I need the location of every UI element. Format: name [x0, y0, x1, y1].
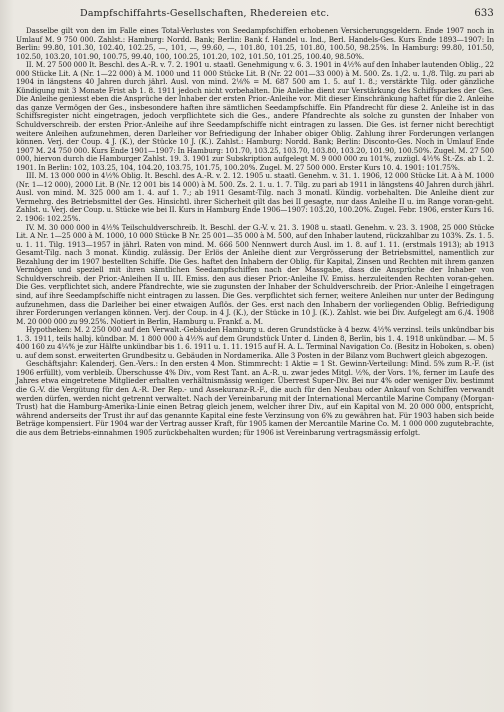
page-number: 633: [474, 8, 494, 19]
paragraph-3: III. M. 13 000 000 in 4½% Oblig. It. Beschl. des A.-R. v. 2. 12. 1905 u. staatl. Genehm. v. 31. 1. 1906, 12 000 Stücke Lit. A à M. 1000 (Nr. 1—12 000), 2000 Lit. B (Nr. 12 001 bis 14 000) à M. 500. Zs. 2. 1. u. 1. 7. Tilg. zu pari ab 1911 in längstens 40 Jahren durch jährl. Ausl. von mind. M. 325 000 am 1. 4. auf 1. 7.; ab 1911 Gesamt-Tilg. nach 3 monatl. Kündig. vorbehalten. Die Anleihe dient zur Vermehrg. des Betriebsmittel der Ges. Hinsichtl. ihrer Sicherheit gilt das bei II gesagte, nur dass Anleihe II u. im Range voran-geht. Zahlst. u. Verj. der Coup. u. Stücke wie bei II. Kurs in Hamburg Ende 1906—1907: 103.20, 100.20%. Zugel. Febr. 1906, erster Kurs 16. 2. 1906: 102.25%.: [16, 171, 494, 224]
paragraph-4: IV. M. 30 000 000 in 4½% Teilschuldverschreib. lt. Beschl. der G.-V. v. 21. 3. 1908 u. staatl. Genehm. v. 23. 3. 1908, 25 000 Stücke Lit. A Nr. 1—25 000 à M. 1000, 10 000 Stücke B Nr. 25 001—35 000 à M. 500, auf den Inhaber lautend, rückzahlbar zu 103%. Zs. 1. 5. u. 1. 11. Tilg. 1913—1957 in jährl. Raten von mind. M. 666 500 Nennwert durch Ausl. im 1. 8. auf 1. 11. (erstmals 1913); ab 1913 Gesamt-Tilg. nach 3 monat. Kündig. zulässig. Der Erlös der Anleihe dient zur Vergrösserung der Betriebsmittel, namentlich zur Bezahlung der im 1907 bestellten Schiffe. Die Ges. haftet den Inhabern der Oblig. für Kapital, Zinsen und Rechten mit ihrem ganzen Vermögen und speziell mit ihren sämtlichen Seedampfschiffen nach der Massgabe, dass die Ansprüche der Inhaber von Schuldverschreib. der Prior.-Anleihen II u. III. Emiss. den aus dieser Prior.-Anleihe IV. Emiss. herzuleitenden Rechten voran-gehen. Die Ges. verpflichtet sich, andere Pfandrechte, wie sie zugunsten der Inhaber der Schuldverschreib. der Prior.-Anleihe I eingetragen sind, auf ihre Seedampfschiffe nicht eintragen zu lassen. Die Ges. verpflichtet sich ferner, weitere Anleihen nur unter der Bedingung aufzunehmen, dass die Darleiher bei einer etwaigen Auflös. der Ges. erst nach den Inhabern der vorliegenden Oblig. Befriedigung ihrer Forderungen verlangen können. Verj. der Coup. in 4 J. (K.), der Stücke in 10 J. (K.). Zahlst. wie bei Div. Aufgelegt am 6./4. 1908 M. 20 000 000 zu 99.25%. Notiert in Berlin, Hamburg u. Frankf. a. M.: [16, 222, 494, 326]
header-title: Dampfschiffahrts-Gesellschaften, Rhedereien etc.: [80, 8, 330, 19]
running-header: [70, 8, 494, 22]
paragraph-2: II. M. 27 500 000 It. Beschl. des A.-R. v. 7. 2. 1901 u. staatl. Genehmigung v. 6. 3. 1901 in 4½% auf den Inhaber lautenden Oblig., 22 000 Stücke Lit. A (Nr. 1—22 000) à M. 1000 und 11 000 Stücke Lit. B (Nr. 22 001—33 000) à M. 500. Zs. 1./2. u. 1./8. Tilg. zu pari ab 1904 in längstens 40 Jahren durch jährl. Ausl. von mind. 2⅛% = M. 687 500 am 1. 5. auf 1. 8.; verstärkte Tilg. oder gänzliche Kündigung mit 3 Monate Frist ab 1. 8. 1911 jedoch nicht vorbehalten. Die Anleihe dient zur Verstärkung des Schiffsparkes der Ges. Die Anleihe geniesst eben die Ansprüche der Inhaber der ersten Prior.-Anleihe vor. Mit dieser Einschränkung haftet für die 2. Anleihe das ganze Vermögen der Ges., insbesondere haften ihre sämtlichen Seedampfschiffe. Ein Pfandrecht für diese 2. Anleihe ist in das Schiffsregister nicht eingetragen, jedoch verpflichtete sich die Ges., andere Pfandrechte als solche zu gunsten der Inhaber von Schuldverschreib. der ersten Prior.-Anleihe auf ihre Seedampfschiffe nicht eintragen zu lassen. Die Ges. ist ferner nicht berechtigt weitere Anleihen aufzunehmen, deren Darleiher vor Befriedigung der Inhaber obiger Oblig. Zahlung ihrer Forderungen verlangen können. Verj. der Coup. 4 J. (K.), der Stücke 10 J. (K.). Zahlst.: Hamburg: Nordd. Bank; Berlin: Disconto-Ges. Noch in Umlauf Ende 1907 M. 24 750 000. Kurs Ende 1901—1907: In Hamburg: 101.70, 103.25, 103.70, 103.80, 103.20, 101.90, 100.50%. Zugel. M. 27 500 000, hiervon durch die Hamburger Zahlst. 19. 3. 1901 zur Subskription aufgelegt M. 9 000 000 zu 101%, zuzügl. 4½% St.-Zs. ab 1. 2. 1901. In Berlin: 102, 103.25, 104, 104.20, 103.75, 101.75, 100.20%. Zugel. M. 27 500 000. Erster Kurs 10. 4. 1901: 101.75%.: [16, 60, 494, 172]
paragraph-5: Hypotheken: M. 2 250 000 auf den Verwalt.-Gebäuden Hamburg u. deren Grundstücke à 4 bezw. 4½% verzinsl. teils unkündbar bis 1. 3. 1911, teils halbj. kündbar. M. 1 800 000 à 4½% auf dem Grundstück Unter d. Linden 8, Berlin, bis 1. 4. 1918 unkündbar. — M. 5 400 160 zu 4¼% je zur Hälfte unkündbar bis 1. 6. 1911 u. 1. 11. 1915 auf H. A. L. Terminal Navigation Co. (Besitz in Hoboken, s. oben) u. auf dem sonst. erweiterten Grundbesitz u. Gebäuden in Nordamerika. Alle 3 Posten in der Bilanz vom Buchwert gleich abgezogen.: [16, 325, 494, 360]
body-text: [16, 27, 494, 437]
paragraph-6: Geschäftsjahr: Kalenderj. Gen.-Vers.: In den ersten 4 Mon. Stimmrecht: 1 Aktie = 1 St. Gewinn-Verteilung: Mind. 5% zum R.-F. (ist 1906 erfüllt), vom verbleib. Überschusse 4% Div., vom Rest Tant. an A.-R. u. zwar jedes Mitgl. ½%, der Vors. 1%, ferner im Laufe des Jahres etwa eingetretene Mitglieder erhalten verhältnismässig weniger. Überrest Super-Div. Bei nur 4% oder weniger Div. bestimmt die G.-V. die Vergütung für den A.-R. Der Rep.- und Assekuranz-R.-F., die auch für den Neubau oder Ankauf von Schiffen verwandt werden dürfen, werden nicht getrennt verwaltet. Nach der Vereinbarung mit der International Mercantile Marine Company (Morgan-Trust) hat die Hamburg-Amerika-Linie einen Betrag gleich jenem, welcher ihrer Div., auf ein Kapital von M. 20 000 000, entspricht, während anderseits der Trust ihr auf das genannte Kapital eine feste Verzinsung von 6% zu gewähren hat. Für 1903 haben sich beide Beträge kompensiert. Für 1904 war der Vertrag ausser Kraft, für 1905 kamen der Mercantile Marine Co. M. 1 000 000 zugutebrachte, die aus dem Betriebs-einnahmen 1905 zurückbehalten wurden; für 1906 ist Vereinbarung vertragsmässig erfolgt.: [16, 359, 494, 437]
paragraph-1: Dasselbe gilt von den im Falle eines Total-Verlustes von Seedampfschiffen erhobenen Versicherungsgeldern. Ende 1907 noch in Umlauf M. 9 750 000. Zahlst.: Hamburg: Nordd. Bank; Berlin: Bank f. Handel u. Ind., Berl. Handels-Ges. Kurs Ende 1893—1907: In Berlin: 99.80, 101.30, 102.40, 102.25, —, 101, —, 99.60, —, 101.80, 101.25, 101.80, 100.50, 98.25%. In Hamburg: 99.80, 101.50, 102.50, 103.20, 101.90, 100.75, 99.40, 100, 100.25, 101.20, 102, 101.50, 101.25, 100.40, 98.50%.: [16, 26, 494, 61]
